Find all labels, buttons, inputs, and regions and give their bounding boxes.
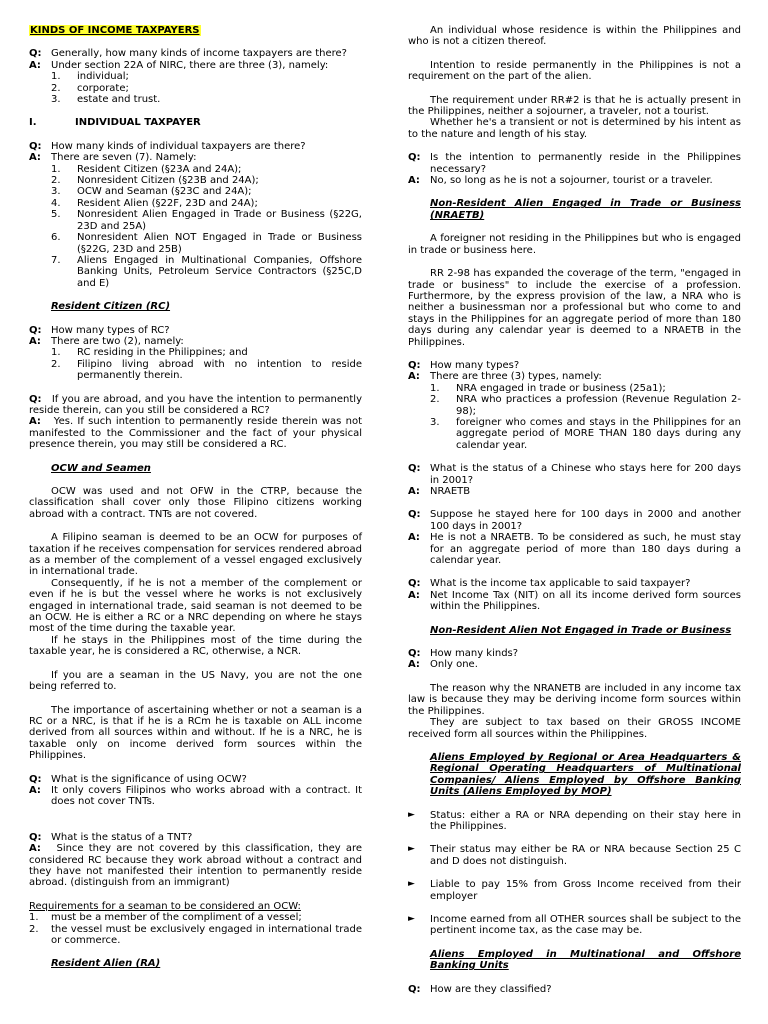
list-item: 3. OCW and Seaman (§23C and 24A); <box>51 186 252 198</box>
document-title: KINDS OF INCOME TAXPAYERS <box>30 25 200 36</box>
answer-r2: A: There are three (3) types, namely: <box>408 371 602 383</box>
answer-r5: A: Net Income Tax (NIT) on all its income derived form sources within the Philippines. <box>408 589 741 613</box>
mop-heading: Aliens Employed by Regional or Area Headquarters & Regional Operating Headquarters of Multinational Companies/ Aliens Employed by Offshore Banking Units (Aliens Employed by MOP) <box>430 751 741 798</box>
answer-5: A: It only covers Filipinos who works abroad with a contract. It does not cover TNTs. <box>29 784 362 808</box>
list-item: 4. Resident Alien (§22F, 23D and 24A); <box>51 197 258 209</box>
resident-alien-heading: Resident Alien (RA) <box>51 958 161 970</box>
answer-4: A: Yes. If such intention to permanently reside therein was not manifested to the Commissioner and the fact of your physical presence therein, you may still be considered a RC. <box>29 416 362 451</box>
list-item: 6. Nonresident Alien NOT Engaged in Trade or Business (§22G, 23D and 25B) <box>51 232 362 255</box>
list-item: 2. Nonresident Citizen (§23B and 24A); <box>51 175 259 187</box>
paragraph: The reason why the NRANETB are included in any income tax law is because they may be deriving income form sources within the Philippines. <box>408 682 741 717</box>
list-item: 3. estate and trust. <box>51 94 161 106</box>
question-1: Q: Generally, how many kinds of income taxpayers are there? <box>29 48 347 60</box>
paragraph: The requirement under RR#2 is that he is actually present in the Philippines, neither a sojourner, a traveler, not a tourist. <box>408 94 741 118</box>
answer-r6: A: Only one. <box>408 659 478 671</box>
multinational-heading: Aliens Employed in Multinational and Offshore Banking Units <box>430 948 741 972</box>
list-item: 2. Filipino living abroad with no intention to reside permanently therein. <box>51 358 362 382</box>
right-column <box>408 25 741 995</box>
answer-3: A: There are two (2), namely: <box>29 335 184 347</box>
list-item: 7. Aliens Engaged in Multinational Companies, Offshore Banking Units, Petroleum Service Contractors (§25C,D and E) <box>51 254 362 289</box>
question-r2: Q: How many types? <box>408 359 520 371</box>
section-heading: I. INDIVIDUAL TAXPAYER <box>29 117 201 129</box>
bullet-item: ► Status: either a RA or NRA depending on their stay here in the Philippines. <box>408 809 741 832</box>
paragraph: If you are a seaman in the US Navy, you are not the one being referred to. <box>29 669 362 693</box>
arrow-bullet-icon: ► <box>408 809 415 820</box>
rc-types-list <box>29 347 362 381</box>
list-item: 3. foreigner who comes and stays in the Philippines for an aggregate period of MORE THAN 180 days during any calendar year. <box>430 416 741 451</box>
question-6: Q: What is the status of a TNT? <box>29 831 193 843</box>
paragraph: Consequently, if he is not a member of the complement or even if he is but the vessel where he works is not exclusively engaged in international trade, said seaman is not deemed to be an OCW. He is either a RC or a NRC depending on where he stays most of the time during the taxable year. <box>29 577 362 635</box>
list-item: 1. must be a member of the compliment of a vessel; <box>29 912 302 924</box>
paragraph: They are subject to tax based on their GROSS INCOME received form all sources within the Philippines. <box>408 717 741 740</box>
question-r6: Q: How many kinds? <box>408 648 519 660</box>
arrow-bullet-icon: ► <box>408 879 415 890</box>
answer-r1: A: No, so long as he is not a sojourner, tourist or a traveler. <box>408 175 713 187</box>
question-4: Q: If you are abroad, and you have the intention to permanently reside therein, can you still be considered a RC? <box>29 393 362 416</box>
answer-6: A: Since they are not covered by this classification, they are considered RC because they work abroad without a contract and they have not manifested their intention to permanently reside abroad. (distinguish from an immigrant) <box>29 843 362 889</box>
arrow-bullet-icon: ► <box>408 913 415 924</box>
ocw-heading: OCW and Seamen <box>51 462 151 474</box>
list-item: 2. NRA who practices a profession (Revenue Regulation 2-98); <box>430 394 741 417</box>
question-r3: Q: What is the status of a Chinese who stays here for 200 days in 2001? <box>408 463 741 486</box>
answer-2: A: There are seven (7). Namely: <box>29 152 197 164</box>
bullet-item: ► Liable to pay 15% from Gross Income received from their employer <box>408 879 741 902</box>
paragraph: A Filipino seaman is deemed to be an OCW for purposes of taxation if he receives compensation for services rendered abroad as a member of the complement of a vessel engaged exclusively in international trade. <box>29 532 362 578</box>
paragraph: Intention to reside permanently in the Philippines is not a requirement on the part of the alien. <box>408 59 741 83</box>
question-5: Q: What is the significance of using OCW? <box>29 773 247 785</box>
list-item: 1. Resident Citizen (§23A and 24A); <box>51 163 242 175</box>
resident-citizen-heading: Resident Citizen (RC) <box>51 301 171 313</box>
question-2: Q: How many kinds of individual taxpayers are there? <box>29 140 306 152</box>
question-3: Q: How many types of RC? <box>29 324 170 336</box>
paragraph: An individual whose residence is within the Philippines and who is not a citizen thereof. <box>408 25 741 48</box>
list-item: 1. NRA engaged in trade or business (25a1); <box>430 382 666 394</box>
question-r4: Q: Suppose he stayed here for 100 days in 2000 and another 100 days in 2001? <box>408 509 741 532</box>
nraetb-heading: Non-Resident Alien Engaged in Trade or Business (NRAETB) <box>430 198 741 221</box>
paragraph: Whether he's a transient or not is determined by his intent as to the nature and length of his stay. <box>408 117 741 140</box>
nranetb-heading: Non-Resident Alien Not Engaged in Trade or Business <box>430 624 732 636</box>
taxpayer-kinds-list <box>29 71 362 105</box>
bullet-item: ► Income earned from all OTHER sources shall be subject to the pertinent income tax, as the case may be. <box>408 913 741 937</box>
list-item: 2. corporate; <box>51 82 129 94</box>
arrow-bullet-icon: ► <box>408 844 415 855</box>
paragraph: The importance of ascertaining whether or not a seaman is a RC or a NRC, is that if he is a RCm he is taxable on ALL income derived from all sources within and without. If he is a NRC, he is taxable only on income derived form sources within the Philippines. <box>29 704 362 762</box>
individual-taxpayer-list <box>29 164 362 289</box>
bullet-item: ► Their status may either be RA or NRA because Section 25 C and D does not distinguish. <box>408 844 741 867</box>
paragraph: OCW was used and not OFW in the CTRP, because the classification shall cover only those Filipino citizens working abroad with a contract. TNTs are not covered. <box>29 486 362 520</box>
question-r1: Q: Is the intention to permanently reside in the Philippines necessary? <box>408 152 741 175</box>
nraetb-types-list <box>408 383 741 451</box>
left-column <box>29 25 362 970</box>
answer-r4: A: He is not a NRAETB. To be considered as such, he must stay for an aggregate period of more than 180 days during a calendar year. <box>408 532 741 567</box>
list-item: 1. RC residing in the Philippines; and <box>51 347 248 359</box>
paragraph: If he stays in the Philippines most of the time during the taxable year, he is considered a RC, otherwise, a NCR. <box>29 634 362 658</box>
requirements-heading: Requirements for a seaman to be considered an OCW: <box>29 900 301 912</box>
question-r7: Q: How are they classified? <box>408 983 552 995</box>
requirements-list <box>29 912 362 946</box>
list-item: 2. the vessel must be exclusively engaged in international trade or commerce. <box>29 923 362 946</box>
list-item: 5. Nonresident Alien Engaged in Trade or Business (§22G, 23D and 25A) <box>51 209 362 232</box>
question-r5: Q: What is the income tax applicable to said taxpayer? <box>408 578 691 590</box>
answer-1: A: Under section 22A of NIRC, there are three (3), namely: <box>29 59 329 71</box>
paragraph: RR 2-98 has expanded the coverage of the term, "engaged in trade or business" to include the exercise of a profession. Furthermore, by the express provision of the law, a NRA who is neither a businessman nor a professional but who come to and stays in the Philippines for an aggregate period of more than 180 days during any calendar year is deemed to a NRAETB in the Philippines. <box>408 268 741 348</box>
paragraph: A foreigner not residing in the Philippines but who is engaged in trade or business here. <box>408 233 741 256</box>
list-item: 1. individual; <box>51 71 129 83</box>
answer-r3: A: NRAETB <box>408 486 471 497</box>
